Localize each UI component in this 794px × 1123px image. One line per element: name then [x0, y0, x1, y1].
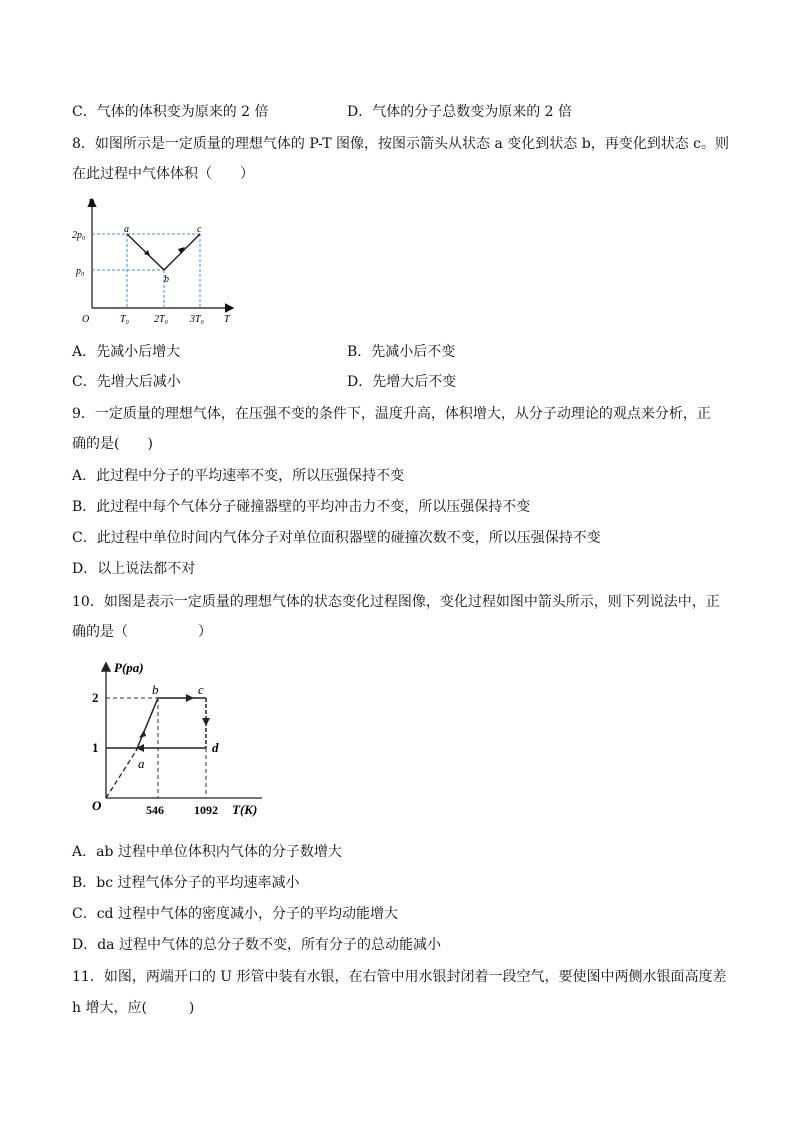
q10-point-c: c — [198, 682, 204, 697]
q8-option-b: B．先减小后不变 — [347, 344, 456, 360]
q9-option-b: B．此过程中每个气体分子碰撞器壁的平均冲击力不变，所以压强保持不变 — [72, 499, 531, 515]
q10-arrow-bc — [186, 694, 194, 702]
q10-arrow-da — [136, 744, 144, 752]
q9-option-a: A．此过程中分子的平均速率不变，所以压强保持不变 — [72, 468, 405, 484]
q9-option-d: D．以上说法都不对 — [72, 561, 196, 577]
q8-origin-label: O — [82, 314, 90, 325]
q10-point-a: a — [138, 756, 145, 771]
q8-stem-line1: 8．如图所示是一定质量的理想气体的 P-T 图像，按图示箭头从状态 a 变化到状态 b，再变化到状态 c。则 — [72, 136, 729, 152]
q7-option-c: C．气体的体积变为原来的 2 倍 — [72, 104, 269, 120]
q8-option-d: D．先增大后不变 — [347, 374, 457, 390]
q8-xtick-3t0: 3T₀ — [190, 314, 205, 325]
q9-stem-line1: 9．一定质量的理想气体，在压强不变的条件下，温度升高，体积增大，从分子动理论的观点来分析，正 — [72, 406, 711, 422]
q11-stem-line1: 11．如图，两端开口的 U 形管中装有水银，在右管中用水银封闭着一段空气，要使图中两侧水银面高度差 — [72, 969, 727, 985]
q7-option-d: D．气体的分子总数变为原来的 2 倍 — [347, 104, 573, 120]
q9-stem-line2: 确的是( ) — [72, 436, 153, 452]
q8-xtick-2t0: 2T₀ — [154, 314, 169, 325]
q8-xtick-t0: T₀ — [120, 314, 130, 325]
q10-pt-graph — [86, 656, 276, 826]
q8-pt-graph — [72, 192, 252, 332]
q10-ytick-2: 2 — [92, 690, 99, 705]
q10-stem-line1: 10．如图是表示一定质量的理想气体的状态变化过程图像，变化过程如图中箭头所示，则下列说法中，正 — [72, 594, 720, 610]
q10-x-axis-label: T(K) — [232, 802, 258, 817]
q10-line-ab — [136, 698, 158, 751]
q8-y-axis-label: P — [88, 198, 95, 209]
q8-ytick-2p0: 2p₀ — [72, 230, 86, 241]
q8-option-a: A．先减小后增大 — [72, 344, 181, 360]
q8-ytick-p0: p₀ — [76, 266, 85, 277]
q10-y-axis-label: P(pa) — [114, 660, 144, 675]
q10-option-a: A．ab 过程中单位体积内气体的分子数增大 — [72, 844, 342, 860]
q10-point-d: d — [212, 740, 219, 755]
q10-point-b: b — [152, 682, 159, 697]
q10-xtick-1092: 1092 — [194, 803, 218, 817]
q10-line-oa — [106, 751, 136, 798]
q10-origin-label: O — [92, 798, 102, 813]
q10-stem-line2: 确的是（ ） — [72, 624, 212, 640]
q8-point-b: b — [164, 274, 169, 285]
q10-arrow-cd — [202, 718, 210, 726]
q10-option-c: C．cd 过程中气体的密度减小，分子的平均动能增大 — [72, 906, 398, 922]
q8-option-c: C．先增大后减小 — [72, 374, 181, 390]
q8-x-axis-label: T — [224, 314, 230, 325]
q8-line-ab — [127, 234, 164, 270]
q9-option-c: C．此过程中单位时间内气体分子对单位面积器壁的碰撞次数不变，所以压强保持不变 — [72, 530, 601, 546]
q10-option-d: D．da 过程中气体的总分子数不变，所有分子的总动能减小 — [72, 937, 441, 953]
q10-option-b: B．bc 过程气体分子的平均速率减小 — [72, 875, 300, 891]
q10-ytick-1: 1 — [92, 740, 99, 755]
q10-xtick-546: 546 — [146, 803, 164, 817]
q8-point-a: a — [124, 224, 129, 235]
q8-stem-line2: 在此过程中气体体积（ ） — [72, 166, 254, 182]
q11-stem-line2: h 增大，应( ) — [72, 1000, 195, 1016]
q8-point-c: c — [197, 224, 202, 235]
